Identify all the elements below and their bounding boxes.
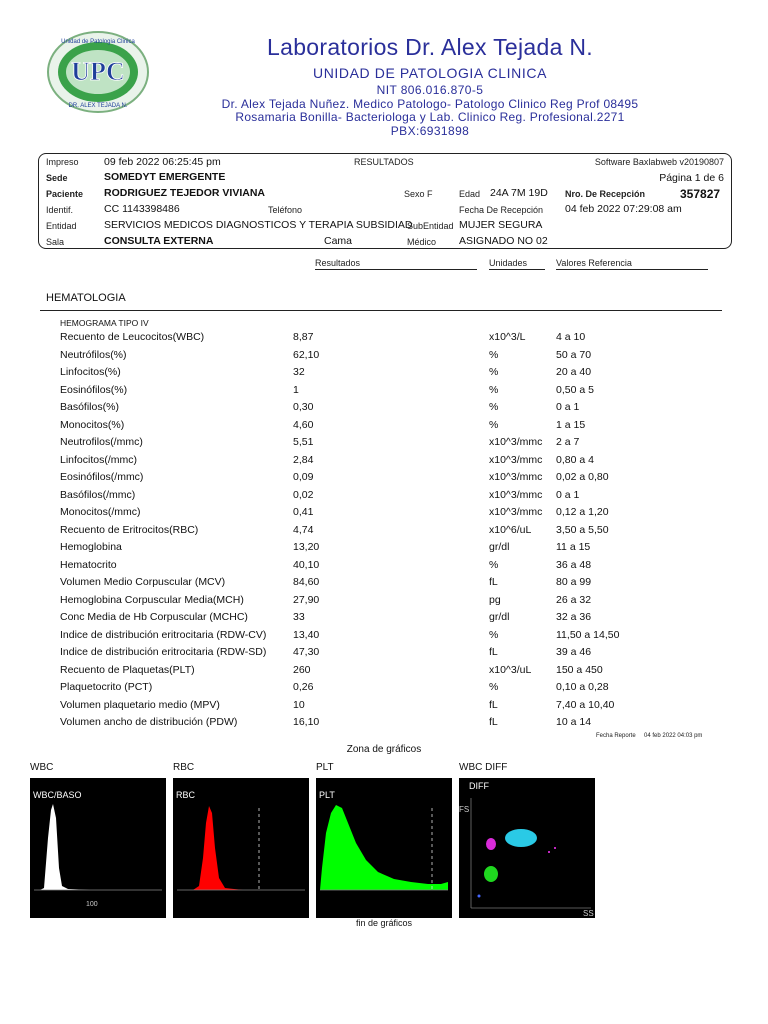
- wbc-diff-scatter: [459, 778, 595, 918]
- result-row: [0, 401, 768, 419]
- test-name: Volumen plaquetario medio (MPV): [60, 698, 220, 711]
- telefono-label: Teléfono: [268, 205, 303, 215]
- diff-monocyte-cluster: [486, 838, 496, 850]
- test-unit: x10^3/mmc: [489, 436, 543, 448]
- col-resultados: Resultados: [315, 258, 477, 270]
- test-value: 0,30: [293, 401, 314, 413]
- identif-label: Identif.: [46, 205, 74, 215]
- medico-value: ASIGNADO NO 02: [459, 235, 548, 247]
- test-reference: 0,12 a 1,20: [556, 506, 609, 518]
- sede-label: Sede: [46, 173, 68, 183]
- test-reference: 150 a 450: [556, 663, 603, 676]
- test-unit: %: [489, 558, 499, 571]
- edad-value: 24A 7M 19D: [490, 187, 548, 199]
- wbc-curve: [34, 804, 90, 890]
- entidad-value: SERVICIOS MEDICOS DIAGNOSTICOS Y TERAPIA SUBSIDIAD: [104, 219, 413, 231]
- test-value: 4,74: [293, 523, 314, 536]
- ss-axis-label: SS: [583, 909, 594, 918]
- test-name: Recuento de Leucocitos(WBC): [60, 331, 205, 343]
- pbx: PBX:6931898: [390, 124, 470, 138]
- wbc-histogram-title: WBC/BASO: [33, 790, 82, 800]
- result-row: [0, 349, 768, 367]
- test-name: Volumen Medio Corpuscular (MCV): [60, 576, 226, 588]
- fecha-recepcion-label: Fecha De Recepción: [459, 205, 544, 215]
- test-unit: %: [489, 418, 499, 431]
- test-value: 16,10: [293, 716, 320, 728]
- test-reference: 32 a 36: [556, 611, 592, 623]
- test-name: Volumen ancho de distribución (PDW): [60, 716, 238, 728]
- test-name: Eosinófilos(/mmc): [60, 471, 144, 483]
- test-unit: fL: [489, 716, 498, 728]
- diff-neutrophil-cluster: [505, 829, 537, 847]
- edad-label: Edad: [459, 189, 481, 199]
- test-value: 0,09: [293, 471, 314, 483]
- test-value: 5,51: [293, 436, 314, 448]
- test-reference: 2 a 7: [556, 436, 580, 448]
- test-value: 0,26: [293, 681, 314, 693]
- identif-value: CC 1143398486: [104, 203, 180, 215]
- sede-value: SOMEDYT EMERGENTE: [104, 171, 226, 183]
- test-unit: pg: [489, 593, 501, 606]
- test-reference: 7,40 a 10,40: [556, 698, 615, 711]
- test-name: Eosinófilos(%): [60, 383, 128, 396]
- test-value: 62,10: [293, 348, 320, 361]
- test-unit: x10^3/uL: [489, 663, 532, 676]
- diff-scatter-dot: [548, 851, 550, 853]
- test-unit: x10^3/mmc: [489, 471, 543, 483]
- test-reference: 10 a 14: [556, 716, 592, 728]
- medico-label: Médico: [407, 237, 437, 247]
- test-value: 10: [293, 698, 305, 711]
- test-unit: %: [489, 681, 499, 693]
- wbc-histogram: [30, 778, 166, 918]
- panel-title: HEMOGRAMA TIPO IV: [60, 318, 149, 328]
- fecha-recepcion-value: 04 feb 2022 07:29:08 am: [565, 203, 682, 215]
- test-reference: 0,50 a 5: [556, 383, 594, 396]
- test-value: 1: [293, 383, 299, 396]
- test-value: 8,87: [293, 331, 314, 343]
- fecha-reporte-label: Fecha Reporte: [596, 733, 636, 739]
- diff-lymphocyte-cluster: [484, 866, 498, 882]
- test-reference: 4 a 10: [556, 331, 586, 343]
- test-name: Monocitos(%): [60, 418, 125, 431]
- section-divider: [40, 310, 722, 311]
- test-reference: 11,50 a 14,50: [556, 628, 620, 641]
- test-value: 32: [293, 366, 305, 378]
- test-unit: %: [489, 628, 499, 641]
- test-name: Linfocitos(%): [60, 366, 121, 378]
- test-reference: 0,10 a 0,28: [556, 681, 609, 693]
- test-value: 0,02: [293, 488, 314, 501]
- result-row: [0, 489, 768, 507]
- rbc-histogram: [173, 778, 309, 918]
- rbc-histogram-title: RBC: [176, 790, 196, 800]
- test-name: Basófilos(/mmc): [60, 488, 136, 501]
- test-unit: x10^3/mmc: [489, 506, 543, 518]
- test-name: Recuento de Eritrocitos(RBC): [60, 523, 199, 536]
- test-reference: 26 a 32: [556, 593, 592, 606]
- col-unidades: Unidades: [489, 258, 545, 270]
- result-row: [0, 576, 768, 594]
- test-unit: x10^6/uL: [489, 523, 532, 536]
- wbc-diff-title: DIFF: [469, 781, 489, 791]
- test-name: Basófilos(%): [60, 401, 119, 413]
- test-unit: fL: [489, 576, 498, 588]
- test-name: Neutrófilos(%): [60, 348, 127, 361]
- test-unit: x10^3/L: [489, 331, 526, 343]
- test-value: 13,40: [293, 628, 320, 641]
- result-row: [0, 506, 768, 524]
- cama-label: Cama: [324, 235, 353, 247]
- test-reference: 36 a 48: [556, 558, 592, 571]
- col-valores-referencia: Valores Referencia: [556, 258, 708, 270]
- test-value: 260: [293, 663, 311, 676]
- test-unit: %: [489, 401, 499, 413]
- test-name: Monocitos(/mmc): [60, 506, 141, 518]
- test-value: 2,84: [293, 453, 314, 466]
- subentidad-label: SubEntidad: [407, 221, 454, 231]
- test-unit: gr/dl: [489, 611, 510, 623]
- test-reference: 50 a 70: [556, 348, 592, 361]
- page-indicator: Página 1 de 6: [659, 172, 724, 184]
- fs-axis-label: FS: [459, 805, 470, 814]
- test-unit: %: [489, 366, 499, 378]
- test-value: 40,10: [293, 558, 320, 571]
- test-name: Recuento de Plaquetas(PLT): [60, 663, 195, 676]
- test-unit: %: [489, 348, 499, 361]
- test-value: 4,60: [293, 418, 314, 431]
- result-row: [0, 629, 768, 647]
- impreso-label: Impreso: [46, 157, 79, 167]
- software-version: Software Baxlabweb v20190807: [594, 157, 724, 167]
- nit: NIT 806.016.870-5: [376, 83, 484, 97]
- result-row: [0, 594, 768, 612]
- paciente-value: RODRIGUEZ TEJEDOR VIVIANA: [104, 187, 266, 199]
- test-value: 27,90: [293, 593, 320, 606]
- logo-ring-top: Unidad de Patologia Clinica: [61, 39, 135, 45]
- result-row: [0, 419, 768, 437]
- test-value: 84,60: [293, 576, 320, 588]
- test-name: Neutrofilos(/mmc): [60, 436, 143, 448]
- result-row: [0, 436, 768, 454]
- test-reference: 0,80 a 4: [556, 453, 594, 466]
- result-row: [0, 541, 768, 559]
- plt-graph-label: PLT: [316, 762, 334, 773]
- graphs-zone-title: Zona de gráficos: [346, 744, 422, 755]
- rbc-graph-label: RBC: [173, 762, 195, 773]
- result-row: [0, 471, 768, 489]
- plt-histogram-title: PLT: [319, 790, 335, 800]
- test-reference: 0 a 1: [556, 401, 580, 413]
- sala-label: Sala: [46, 237, 65, 247]
- test-reference: 11 a 15: [556, 541, 591, 553]
- test-unit: x10^3/mmc: [489, 488, 543, 501]
- test-unit: fL: [489, 646, 498, 658]
- test-name: Indice de distribución eritrocitaria (RDW-CV): [60, 628, 267, 641]
- unit-name: UNIDAD DE PATOLOGIA CLINICA: [312, 65, 548, 81]
- doctor-line-1: Dr. Alex Tejada Nuñez. Medico Patologo- Patologo Clinico Reg Prof 08495: [221, 97, 639, 111]
- paciente-label: Paciente: [46, 189, 84, 199]
- result-row: [0, 331, 768, 349]
- wbc-graph-label: WBC: [30, 762, 54, 773]
- test-value: 0,41: [293, 506, 314, 518]
- test-value: 13,20: [293, 541, 320, 553]
- result-row: [0, 646, 768, 664]
- test-reference: 3,50 a 5,50: [556, 523, 609, 536]
- test-name: Linfocitos(/mmc): [60, 453, 138, 466]
- sexo: Sexo F: [404, 189, 433, 199]
- test-value: 33: [293, 611, 305, 623]
- section-title: HEMATOLOGIA: [46, 292, 126, 304]
- test-name: Hemoglobina: [60, 541, 122, 553]
- result-row: [0, 524, 768, 542]
- result-row: [0, 559, 768, 577]
- entidad-label: Entidad: [46, 221, 77, 231]
- result-row: [0, 681, 768, 699]
- test-reference: 39 a 46: [556, 646, 592, 658]
- test-unit: fL: [489, 698, 498, 711]
- fecha-reporte: [596, 733, 702, 739]
- result-row: [0, 664, 768, 682]
- test-name: Plaquetocrito (PCT): [60, 681, 153, 693]
- test-reference: 0 a 1: [556, 488, 580, 501]
- test-value: 47,30: [293, 646, 320, 658]
- resultados-label: RESULTADOS: [354, 157, 414, 167]
- test-reference: 1 a 15: [556, 418, 586, 431]
- subentidad-value: MUJER SEGURA: [459, 219, 543, 231]
- test-reference: 20 a 40: [556, 366, 592, 378]
- fecha-reporte-value: 04 feb 2022 04:03 pm: [644, 733, 703, 739]
- wbc-axis-tick: 100: [86, 901, 98, 908]
- logo-ring-bottom: DR. ALEX TEJADA N.: [68, 103, 128, 109]
- lab-title: Laboratorios Dr. Alex Tejada N.: [267, 34, 593, 60]
- result-row: [0, 384, 768, 402]
- plt-curve: [320, 805, 448, 890]
- result-row: [0, 366, 768, 384]
- sala-value: CONSULTA EXTERNA: [104, 235, 214, 247]
- test-name: Conc Media de Hb Corpuscular (MCHC): [60, 611, 248, 623]
- rbc-curve: [177, 806, 243, 890]
- nro-recepcion-label: Nro. De Recepción: [565, 189, 646, 199]
- upc-logo: [46, 30, 150, 114]
- impreso-value: 09 feb 2022 06:25:45 pm: [104, 156, 221, 168]
- doctor-line-2: Rosamaria Bonilla- Bacteriologa y Lab. Clinico Reg. Profesional.2271: [235, 110, 625, 124]
- test-unit: %: [489, 383, 499, 396]
- plt-histogram: [316, 778, 452, 918]
- test-reference: 80 a 99: [556, 576, 592, 588]
- test-name: Hemoglobina Corpuscular Media(MCH): [60, 593, 244, 606]
- logo-text: UPC: [71, 57, 125, 86]
- test-name: Hematocrito: [60, 558, 117, 571]
- result-row: [0, 454, 768, 472]
- wbc-diff-graph-label: WBC DIFF: [459, 762, 508, 773]
- nro-recepcion-value: 357827: [680, 187, 721, 201]
- diff-scatter-dot: [478, 895, 481, 898]
- diff-scatter-dot: [554, 847, 556, 849]
- test-unit: x10^3/mmc: [489, 453, 543, 466]
- graphs-end-label: fin de gráficos: [355, 918, 413, 928]
- result-row: [0, 699, 768, 717]
- result-row: [0, 611, 768, 629]
- test-reference: 0,02 a 0,80: [556, 471, 609, 483]
- test-unit: gr/dl: [489, 541, 510, 553]
- result-row: [0, 716, 768, 734]
- test-name: Indice de distribución eritrocitaria (RDW-SD): [60, 646, 267, 658]
